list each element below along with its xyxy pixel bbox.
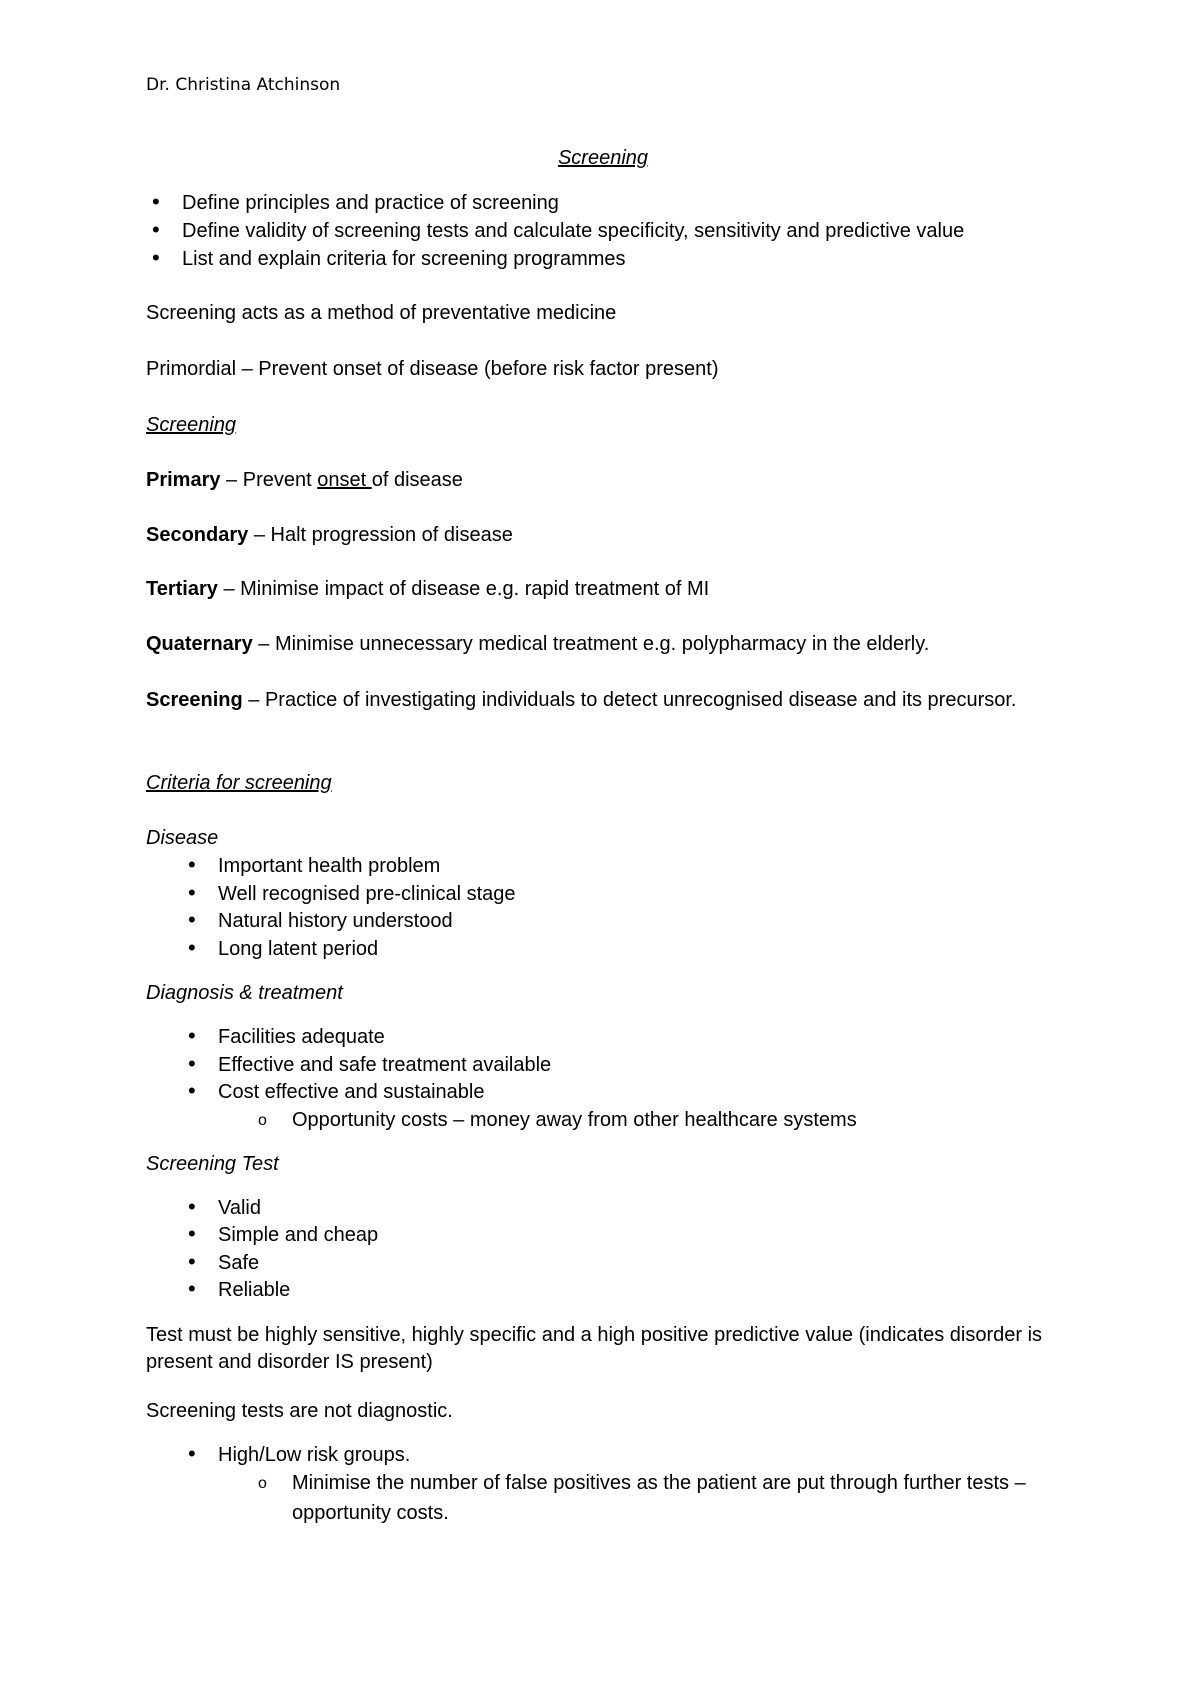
primary-text-after: of disease: [371, 469, 463, 491]
list-item: Facilities adequate: [218, 1026, 385, 1048]
bullet-icon: •: [188, 1194, 196, 1219]
list-item: High/Low risk groups.: [218, 1444, 411, 1466]
bullet-icon: •: [188, 1276, 196, 1301]
test-requirements-paragraph: Test must be highly sensitive, highly specific and a high positive predictive value (indicates disorder is present and disorder IS present): [146, 1324, 1043, 1373]
quaternary-term: Quaternary: [146, 633, 253, 655]
tertiary-term: Tertiary: [146, 578, 218, 600]
objective-item: List and explain criteria for screening programmes: [182, 248, 626, 270]
secondary-term: Secondary: [146, 524, 249, 546]
bullet-icon: •: [188, 852, 196, 877]
author-header: Dr. Christina Atchinson: [146, 75, 341, 95]
bullet-icon: •: [188, 1023, 196, 1048]
sub-bullet-icon: o: [258, 1475, 267, 1492]
page-title: Screening: [557, 147, 649, 169]
diagnosis-heading: Diagnosis & treatment: [146, 982, 343, 1004]
sub-bullet-icon: o: [258, 1112, 267, 1129]
list-item: Cost effective and sustainable: [218, 1081, 485, 1103]
tertiary-text: – Minimise impact of disease e.g. rapid treatment of MI: [217, 578, 710, 600]
bullet-icon: •: [188, 1221, 196, 1246]
bullet-icon: •: [188, 1051, 196, 1076]
sub-list-item: Opportunity costs – money away from other healthcare systems: [292, 1109, 857, 1131]
list-item: Effective and safe treatment available: [218, 1054, 552, 1076]
disease-heading: Disease: [146, 827, 219, 849]
primary-prevention: [146, 467, 1066, 494]
list-item: Natural history understood: [218, 910, 453, 932]
bullet-icon: •: [188, 935, 196, 960]
objective-item: Define validity of screening tests and calculate specificity, sensitivity and predictive value: [182, 220, 965, 242]
screening-def-text: – Practice of investigating individuals to detect unrecognised disease and its precursor.: [242, 689, 1017, 711]
list-item: Reliable: [218, 1279, 291, 1301]
objective-item: Define principles and practice of screening: [182, 192, 559, 214]
primordial-paragraph: Primordial – Prevent onset of disease (before risk factor present): [146, 358, 719, 380]
criteria-heading: Criteria for screening: [146, 772, 332, 794]
quaternary-prevention: [146, 631, 1066, 658]
bullet-icon: •: [188, 880, 196, 905]
secondary-text: – Halt progression of disease: [248, 524, 513, 546]
screening-definition: [146, 687, 1046, 714]
screening-subheading: Screening: [146, 414, 237, 436]
list-item: Important health problem: [218, 855, 441, 877]
primary-text-before: – Prevent: [220, 469, 318, 491]
bullet-icon: •: [188, 1441, 196, 1466]
tertiary-prevention: [146, 576, 1066, 603]
bullet-icon: •: [188, 1249, 196, 1274]
screening-test-heading: Screening Test: [146, 1153, 279, 1175]
bullet-icon: •: [152, 189, 160, 214]
list-item: Safe: [218, 1252, 260, 1274]
primary-text-underlined: onset: [317, 469, 372, 491]
list-item: Simple and cheap: [218, 1224, 379, 1246]
screening-def-term: Screening: [146, 689, 243, 711]
primary-term: Primary: [146, 469, 221, 491]
list-item: Valid: [218, 1197, 261, 1219]
not-diagnostic-paragraph: Screening tests are not diagnostic.: [146, 1400, 453, 1422]
quaternary-text: – Minimise unnecessary medical treatment e.g. polypharmacy in the elderly.: [252, 633, 930, 655]
intro-paragraph: Screening acts as a method of preventative medicine: [146, 302, 617, 324]
bullet-icon: •: [188, 1078, 196, 1103]
bullet-icon: •: [152, 245, 160, 270]
bullet-icon: •: [188, 907, 196, 932]
bullet-icon: •: [152, 217, 160, 242]
sub-list-item: Minimise the number of false positives as the patient are put through further tests – opportunity costs.: [292, 1472, 1026, 1524]
secondary-prevention: [146, 522, 1066, 549]
list-item: Well recognised pre-clinical stage: [218, 883, 516, 905]
list-item: Long latent period: [218, 938, 379, 960]
